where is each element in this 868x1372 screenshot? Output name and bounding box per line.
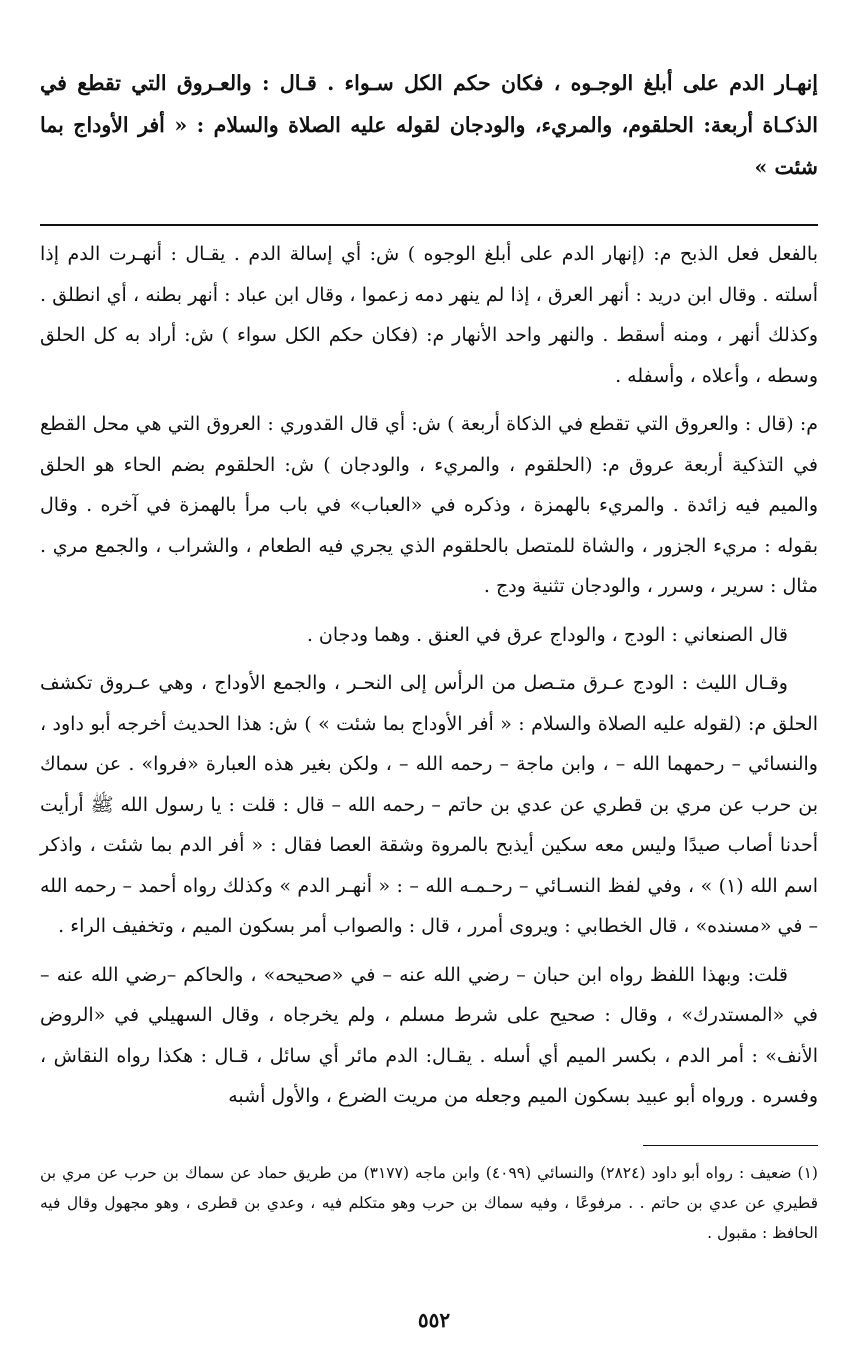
footnote: (١) ضعيف : رواه أبو داود (٢٨٢٤) والنسائي (٤٠٩٩) وابن ماجه (٣١٧٧) من طريق حماد عن سماك بن حرب عن مري بن قطيري عن عدي بن حاتم . . مرفوعًا ، وفيه سماك بن حرب وهو متكلم فيه ، وعدي بن قطرى ، وهو مجهول وقال فيه الحافظ : مقبول . [40,1163,818,1242]
footnote-divider [643,1145,818,1146]
matn-text: إنهـار الدم على أبلغ الوجـوه ، فكان حكم الكل سـواء . قـال : والعـروق التي تقطع في الذكـاة أربعة: الحلقوم، والمريء، والودجان لقوله عليه الصلاة والسلام : « أفر الأوداج بما شئت » [40,71,818,179]
matn-divider [40,224,818,226]
sharh-paragraph-1: بالفعل فعل الذبح م: (إنهار الدم على أبلغ الوجوه ) ش: أي إسالة الدم . يقـال : أنهـرت الدم إذا أسلته . وقال ابن دريد : أنهر العرق ، إذا لم ينهر دمه زعموا ، وقال ابن عباد : أنهر بطنه ، أي انطلق . وكذلك أنهر ، ومنه أسقط . والنهر واحد الأنهار م: (فكان حكم الكل سواء ) ش: أراد به كل الحلق وسطه ، وأعلاه ، وأسفله . [40,243,818,387]
sharh-paragraph-3: قال الصنعاني : الودج ، والوداج عرق في العنق . وهما ودجان . [306,623,788,646]
sharh-paragraph-5: قلت: وبهذا اللفظ رواه ابن حبان – رضي الله عنه – في «صحيحه» ، والحاكم –رضي الله عنه – في «المستدرك» ، وقال : صحيح على شرط مسلم ، ولم يخرجاه ، وقال السهيلي في «الروض الأنف» : أمر الدم ، بكسر الميم أي أسله . يقـال: الدم مائر أي سائل ، قـال : هكذا رواه النقاش ، وفسره . ورواه أبو عبيد بسكون الميم وجعله من مريت الضرع ، والأول أشبه [40,963,818,1107]
sharh-paragraph-4: وقـال الليث : الودج عـرق متـصل من الرأس إلى النحـر ، والجمع الأوداج ، وهي عـروق تكشف الحلق م: (لقوله عليه الصلاة والسلام : « أفر الأوداج بما شئت » ) ش: هذا الحديث أخرجه أبو داود ، والنسائي – رحمهما الله – ، وابن ماجة – رحمه الله – ، ولكن بغير هذه العبارة «فروا» . عن سماك بن حرب عن مري بن قطري عن عدي بن حاتم – رحمه الله – قال : قلت : يا رسول الله ﷺ أرأيت أحدنا أصاب صيدًا وليس معه سكين أيذبح بالمروة وشقة العصا فقال : « أفر الدم بما شئت ، واذكر اسم الله (١) » ، وفي لفظ النسـائي – رحـمـه الله – : « أنهـر الدم » وكذلك رواه أحمد – رحمه الله – في «مسنده» ، قال الخطابي : ويروى أمرر ، قال : والصواب أمر بسكون الميم ، وتخفيف الراء . [40,672,818,937]
sharh-paragraph-2: م: (قال : والعروق التي تقطع في الذكاة أربعة ) ش: أي قال القدوري : العروق التي هي محل القطع في التذكية أربعة عروق م: (الحلقوم ، والمريء ، والودجان ) ش: الحلقوم بضم الحاء هو الحلق والميم فيه زائدة . والمريء بالهمزة ، وذكره في «العباب» في باب مرأ بالهمزة في آخره . وقال بقوله : مريء الجزور ، والشاة للمتصل بالحلقوم الذي يجري فيه الطعام ، والشراب ، والجمع مري . مثال : سرير ، وسرر ، والودجان تثنية ودج . [40,413,818,597]
page-number: ٥٥٢ [417,1308,451,1332]
